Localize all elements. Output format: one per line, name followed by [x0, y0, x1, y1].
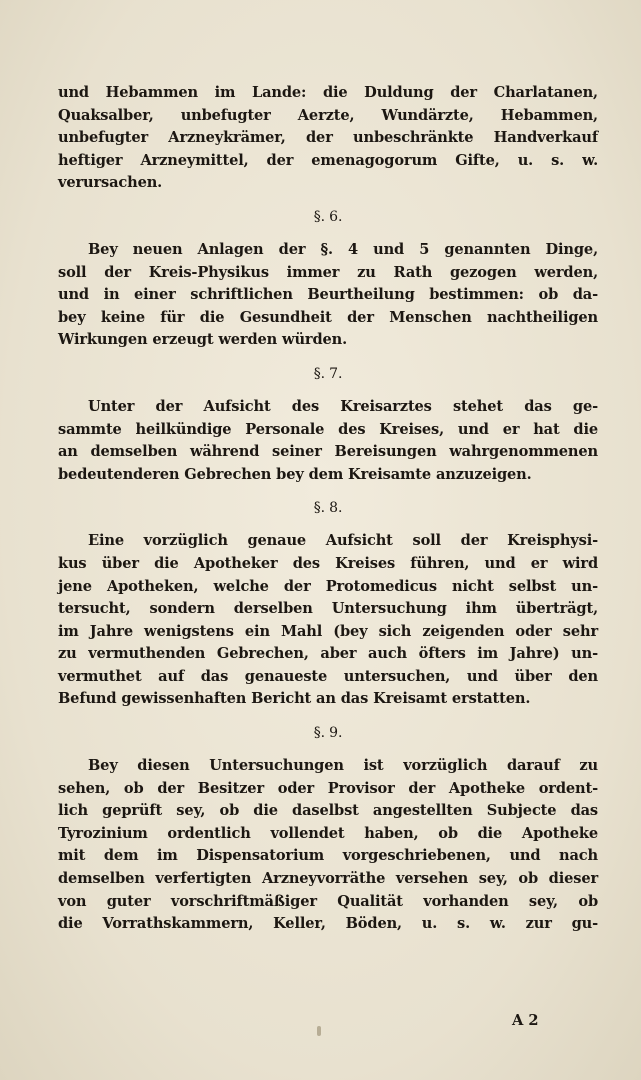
text-line: Wirkungen erzeugt werden würden. [58, 331, 348, 349]
text-line: sammte heilkündige Personale des Kreises, und er hat die [58, 420, 598, 438]
text-line: die Vorrathskammern, Keller, Böden, u. s. w. zur gu- [58, 915, 598, 933]
section-number: §. 7. [313, 365, 343, 382]
ink-spot [317, 1026, 321, 1036]
text-line: an demselben während seiner Bereisungen wahrgenommenen [58, 443, 598, 461]
text-line: bedeutenderen Gebrechen bey dem Kreisamte anzuzeigen. [58, 465, 532, 483]
text-line: unbefugter Arzneykrämer, der unbeschränkte Handverkauf [58, 129, 598, 147]
text-line: Befund gewissenhaften Bericht an das Kreisamt erstatten. [58, 690, 531, 708]
printer-signature-mark: A 2 [512, 1012, 539, 1029]
text-line: und Hebammen im Lande: die Duldung der Charlatanen, [58, 84, 598, 101]
text-line: sehen, ob der Besitzer oder Provisor der Apotheke ordent- [58, 779, 598, 797]
text-line: heftiger Arzneymittel, der emenagogorum Gifte, u. s. w. [58, 151, 598, 169]
text-line: Bey diesen Untersuchungen ist vorzüglich darauf zu [88, 757, 598, 775]
text-line: soll der Kreis-Physikus immer zu Rath gezogen werden, [58, 263, 598, 281]
text-line: demselben verfertigten Arzneyvorräthe versehen sey, ob dieser [58, 870, 598, 888]
text-line: Unter der Aufsicht des Kreisarztes stehet das ge- [88, 397, 598, 415]
page-body-text [58, 82, 598, 936]
text-line: und in einer schriftlichen Beurtheilung bestimmen: ob da- [58, 286, 598, 304]
text-line: bey keine für die Gesundheit der Menschen nachtheiligen [58, 308, 598, 326]
text-line: tersucht, sondern derselben Untersuchung ihm überträgt, [58, 600, 598, 618]
text-line: vermuthet auf das genaueste untersuchen, und über den [58, 667, 598, 685]
text-line: Tyrozinium ordentlich vollendet haben, ob die Apotheke [58, 824, 598, 842]
text-line: lich geprüft sey, ob die daselbst angestellten Subjecte das [58, 802, 598, 820]
text-line: von guter vorschriftmäßiger Qualität vorhanden sey, ob [58, 892, 598, 910]
section-number: §. 8. [313, 500, 343, 517]
page-footer [0, 1012, 641, 1036]
text-line: im Jahre wenigstens ein Mahl (bey sich zeigenden oder sehr [58, 622, 598, 640]
section-number: §. 9. [313, 725, 343, 742]
text-line: verursachen. [58, 174, 163, 192]
text-line: mit dem im Dispensatorium vorgeschriebenen, und nach [58, 847, 598, 865]
text-line: Quaksalber, unbefugter Aerzte, Wundärzte, Hebammen, [58, 106, 598, 124]
text-line: Eine vorzüglich genaue Aufsicht soll der Kreisphysi- [88, 532, 598, 550]
text-line: kus über die Apotheker des Kreises führen, und er wird [58, 554, 598, 572]
text-line: zu vermuthenden Gebrechen, aber auch öfters im Jahre) un- [58, 645, 598, 663]
section-number: §. 6. [313, 208, 343, 225]
text-line: jene Apotheken, welche der Protomedicus nicht selbst un- [58, 577, 598, 595]
text-line: Bey neuen Anlagen der §. 4 und 5 genannten Dinge, [88, 240, 598, 258]
